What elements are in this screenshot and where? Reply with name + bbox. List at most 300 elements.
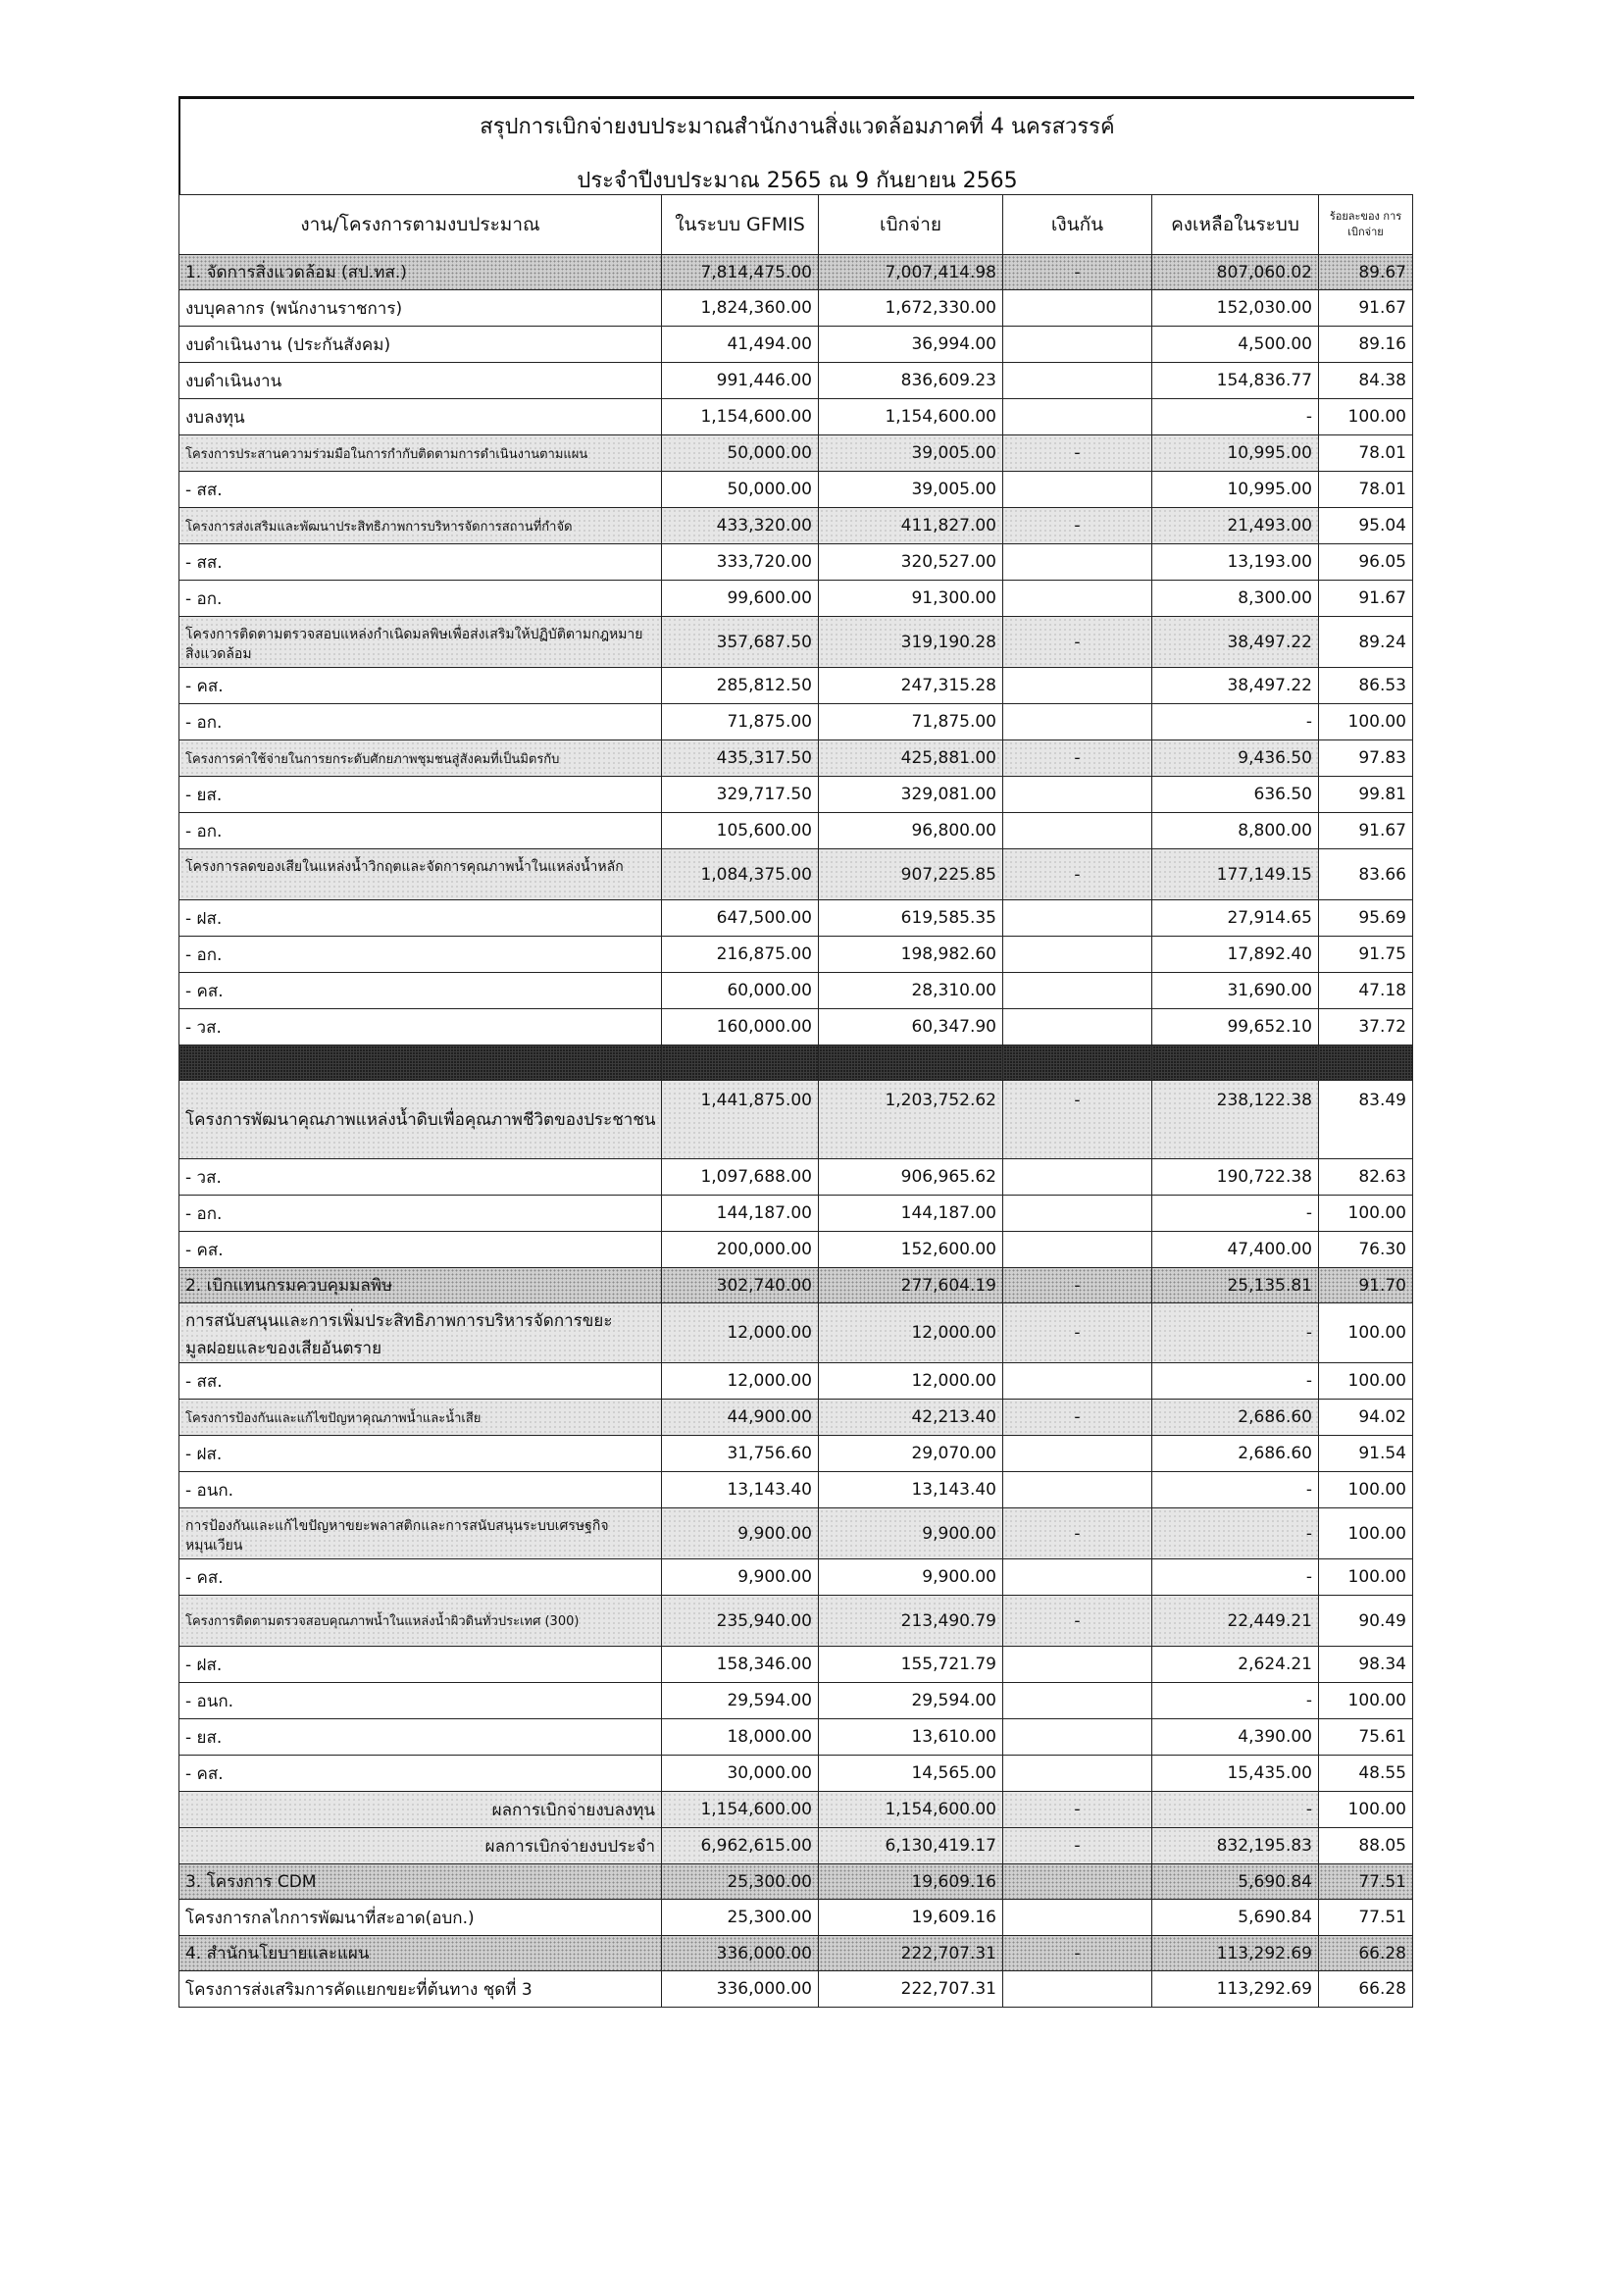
cell-name: - ฝส. xyxy=(179,1647,662,1683)
table-row xyxy=(179,290,1413,327)
cell-reserved xyxy=(1003,937,1152,973)
cell-gfmis: 1,084,375.00 xyxy=(662,849,819,900)
cell-disbursed: 836,609.23 xyxy=(819,363,1003,399)
table-row xyxy=(179,937,1413,973)
cell-name: - ยส. xyxy=(179,1719,662,1756)
cell-reserved: - xyxy=(1003,1936,1152,1971)
table-row xyxy=(179,1683,1413,1719)
cell-disbursed: 42,213.40 xyxy=(819,1400,1003,1436)
cell-percent: 95.04 xyxy=(1319,508,1413,544)
cell-percent: 83.66 xyxy=(1319,849,1413,900)
cell-gfmis: 13,143.40 xyxy=(662,1472,819,1508)
table-row xyxy=(179,740,1413,777)
cell-disbursed: 1,672,330.00 xyxy=(819,290,1003,327)
cell-remaining: 27,914.65 xyxy=(1152,900,1319,937)
cell-reserved xyxy=(1003,1756,1152,1792)
header-reserved: เงินกัน xyxy=(1003,195,1152,255)
cell-gfmis xyxy=(662,1045,819,1081)
cell-remaining: 8,300.00 xyxy=(1152,581,1319,617)
cell-percent: 48.55 xyxy=(1319,1756,1413,1792)
cell-name: งบลงทุน xyxy=(179,399,662,435)
cell-disbursed: 907,225.85 xyxy=(819,849,1003,900)
cell-name: โครงการส่งเสริมการคัดแยกขยะที่ต้นทาง ชุดที่ 3 xyxy=(179,1971,662,2008)
cell-remaining: 152,030.00 xyxy=(1152,290,1319,327)
table-row xyxy=(179,1756,1413,1792)
table-row xyxy=(179,1081,1413,1159)
cell-disbursed: 9,900.00 xyxy=(819,1559,1003,1596)
cell-percent: 78.01 xyxy=(1319,435,1413,472)
cell-disbursed xyxy=(819,1045,1003,1081)
cell-disbursed: 13,610.00 xyxy=(819,1719,1003,1756)
cell-percent: 100.00 xyxy=(1319,1196,1413,1232)
cell-name: - อก. xyxy=(179,1196,662,1232)
table-row xyxy=(179,1719,1413,1756)
cell-remaining: - xyxy=(1152,399,1319,435)
cell-gfmis: 357,687.50 xyxy=(662,617,819,668)
table-row xyxy=(179,1159,1413,1196)
cell-reserved xyxy=(1003,668,1152,704)
table-row xyxy=(179,1864,1413,1900)
table-row xyxy=(179,1828,1413,1864)
cell-disbursed: 152,600.00 xyxy=(819,1232,1003,1268)
cell-gfmis: 99,600.00 xyxy=(662,581,819,617)
cell-percent: 77.51 xyxy=(1319,1900,1413,1936)
cell-percent: 100.00 xyxy=(1319,1508,1413,1559)
cell-disbursed: 1,154,600.00 xyxy=(819,399,1003,435)
cell-name: โครงการค่าใช้จ่ายในการยกระดับศักยภาพชุมชนสู่สังคมที่เป็นมิตรกับ xyxy=(179,740,662,777)
cell-reserved xyxy=(1003,1045,1152,1081)
cell-percent: 88.05 xyxy=(1319,1828,1413,1864)
cell-gfmis: 25,300.00 xyxy=(662,1864,819,1900)
cell-percent xyxy=(1319,1045,1413,1081)
cell-percent: 89.67 xyxy=(1319,255,1413,290)
cell-name: - ฝส. xyxy=(179,1436,662,1472)
cell-gfmis: 1,154,600.00 xyxy=(662,1792,819,1828)
cell-remaining: - xyxy=(1152,1792,1319,1828)
cell-disbursed: 247,315.28 xyxy=(819,668,1003,704)
cell-reserved xyxy=(1003,900,1152,937)
table-row xyxy=(179,1009,1413,1045)
cell-remaining: 25,135.81 xyxy=(1152,1268,1319,1303)
cell-remaining: 38,497.22 xyxy=(1152,668,1319,704)
cell-reserved: - xyxy=(1003,508,1152,544)
cell-name: - วส. xyxy=(179,1159,662,1196)
table-row xyxy=(179,544,1413,581)
cell-remaining: 2,686.60 xyxy=(1152,1436,1319,1472)
table-row xyxy=(179,435,1413,472)
cell-name: โครงการลดของเสียในแหล่งน้ำวิกฤตและจัดการคุณภาพน้ำในแหล่งน้ำหลัก xyxy=(179,849,662,900)
cell-percent: 89.16 xyxy=(1319,327,1413,363)
cell-remaining: 9,436.50 xyxy=(1152,740,1319,777)
cell-remaining: 22,449.21 xyxy=(1152,1596,1319,1647)
cell-name: โครงการติดตามตรวจสอบคุณภาพน้ำในแหล่งน้ำผิวดินทั่วประเทศ (300) xyxy=(179,1596,662,1647)
cell-disbursed: 6,130,419.17 xyxy=(819,1828,1003,1864)
cell-percent: 86.53 xyxy=(1319,668,1413,704)
cell-gfmis: 1,824,360.00 xyxy=(662,290,819,327)
cell-name: - สส. xyxy=(179,472,662,508)
cell-reserved: - xyxy=(1003,740,1152,777)
cell-remaining: 2,686.60 xyxy=(1152,1400,1319,1436)
header-remaining: คงเหลือในระบบ xyxy=(1152,195,1319,255)
cell-disbursed: 906,965.62 xyxy=(819,1159,1003,1196)
cell-gfmis: 336,000.00 xyxy=(662,1971,819,2008)
cell-gfmis: 44,900.00 xyxy=(662,1400,819,1436)
cell-name: - อนก. xyxy=(179,1683,662,1719)
cell-disbursed: 12,000.00 xyxy=(819,1303,1003,1363)
cell-reserved xyxy=(1003,472,1152,508)
cell-gfmis: 285,812.50 xyxy=(662,668,819,704)
cell-name: - อก. xyxy=(179,704,662,740)
table-row xyxy=(179,1045,1413,1081)
cell-disbursed: 425,881.00 xyxy=(819,740,1003,777)
cell-name: โครงการประสานความร่วมมือในการกำกับติดตามการดำเนินงานตามแผน xyxy=(179,435,662,472)
cell-disbursed: 144,187.00 xyxy=(819,1196,1003,1232)
cell-reserved xyxy=(1003,1683,1152,1719)
cell-percent: 37.72 xyxy=(1319,1009,1413,1045)
cell-name: งบดำเนินงาน xyxy=(179,363,662,399)
cell-gfmis: 71,875.00 xyxy=(662,704,819,740)
cell-remaining: 8,800.00 xyxy=(1152,813,1319,849)
cell-gfmis: 433,320.00 xyxy=(662,508,819,544)
table-row xyxy=(179,508,1413,544)
table-row xyxy=(179,1303,1413,1363)
cell-reserved xyxy=(1003,1436,1152,1472)
cell-reserved xyxy=(1003,1232,1152,1268)
cell-gfmis: 1,441,875.00 xyxy=(662,1081,819,1159)
cell-gfmis: 25,300.00 xyxy=(662,1900,819,1936)
cell-reserved xyxy=(1003,1159,1152,1196)
cell-percent: 100.00 xyxy=(1319,1363,1413,1400)
table-row xyxy=(179,1232,1413,1268)
cell-name: - วส. xyxy=(179,1009,662,1045)
cell-name xyxy=(179,1045,662,1081)
cell-name: โครงการติดตามตรวจสอบแหล่งกำเนิดมลพิษเพื่อส่งเสริมให้ปฏิบัติตามกฎหมายสิ่งแวดล้อม xyxy=(179,617,662,668)
cell-remaining: 47,400.00 xyxy=(1152,1232,1319,1268)
cell-gfmis: 158,346.00 xyxy=(662,1647,819,1683)
cell-remaining: 21,493.00 xyxy=(1152,508,1319,544)
cell-percent: 100.00 xyxy=(1319,704,1413,740)
cell-remaining: 38,497.22 xyxy=(1152,617,1319,668)
cell-remaining: 238,122.38 xyxy=(1152,1081,1319,1159)
table-row xyxy=(179,973,1413,1009)
cell-gfmis: 50,000.00 xyxy=(662,435,819,472)
table-row xyxy=(179,668,1413,704)
cell-reserved: - xyxy=(1003,1792,1152,1828)
header-disbursed: เบิกจ่าย xyxy=(819,195,1003,255)
cell-name: 3. โครงการ CDM xyxy=(179,1864,662,1900)
cell-reserved: - xyxy=(1003,1081,1152,1159)
table-row xyxy=(179,399,1413,435)
cell-gfmis: 647,500.00 xyxy=(662,900,819,937)
cell-name: - คส. xyxy=(179,973,662,1009)
cell-name: - คส. xyxy=(179,1232,662,1268)
cell-disbursed: 36,994.00 xyxy=(819,327,1003,363)
table-row xyxy=(179,813,1413,849)
cell-percent: 100.00 xyxy=(1319,1683,1413,1719)
cell-gfmis: 991,446.00 xyxy=(662,363,819,399)
cell-remaining: - xyxy=(1152,1683,1319,1719)
cell-percent: 100.00 xyxy=(1319,1472,1413,1508)
cell-percent: 91.54 xyxy=(1319,1436,1413,1472)
cell-gfmis: 144,187.00 xyxy=(662,1196,819,1232)
cell-reserved xyxy=(1003,581,1152,617)
cell-name: - คส. xyxy=(179,1559,662,1596)
cell-percent: 89.24 xyxy=(1319,617,1413,668)
cell-disbursed: 222,707.31 xyxy=(819,1936,1003,1971)
cell-gfmis: 30,000.00 xyxy=(662,1756,819,1792)
cell-percent: 83.49 xyxy=(1319,1081,1413,1159)
cell-remaining xyxy=(1152,1045,1319,1081)
table-header-row xyxy=(179,195,1413,255)
cell-percent: 91.67 xyxy=(1319,581,1413,617)
cell-gfmis: 329,717.50 xyxy=(662,777,819,813)
cell-name: 4. สำนักนโยบายและแผน xyxy=(179,1936,662,1971)
cell-disbursed: 7,007,414.98 xyxy=(819,255,1003,290)
cell-reserved xyxy=(1003,1971,1152,2008)
cell-name: ผลการเบิกจ่ายงบลงทุน xyxy=(179,1792,662,1828)
cell-disbursed: 320,527.00 xyxy=(819,544,1003,581)
cell-gfmis: 7,814,475.00 xyxy=(662,255,819,290)
cell-name: ผลการเบิกจ่ายงบประจำ xyxy=(179,1828,662,1864)
table-row xyxy=(179,617,1413,668)
cell-percent: 91.75 xyxy=(1319,937,1413,973)
cell-remaining: - xyxy=(1152,1196,1319,1232)
cell-disbursed: 1,154,600.00 xyxy=(819,1792,1003,1828)
cell-remaining: - xyxy=(1152,704,1319,740)
cell-reserved xyxy=(1003,1472,1152,1508)
cell-remaining: 113,292.69 xyxy=(1152,1936,1319,1971)
cell-name: การป้องกันและแก้ไขปัญหาขยะพลาสติกและการสนับสนุนระบบเศรษฐกิจหมุนเวียน xyxy=(179,1508,662,1559)
table-row xyxy=(179,472,1413,508)
cell-reserved: - xyxy=(1003,1400,1152,1436)
cell-reserved xyxy=(1003,704,1152,740)
cell-name: - สส. xyxy=(179,1363,662,1400)
cell-gfmis: 302,740.00 xyxy=(662,1268,819,1303)
cell-percent: 91.67 xyxy=(1319,290,1413,327)
cell-reserved: - xyxy=(1003,849,1152,900)
cell-remaining: 13,193.00 xyxy=(1152,544,1319,581)
cell-reserved: - xyxy=(1003,617,1152,668)
cell-gfmis: 1,154,600.00 xyxy=(662,399,819,435)
cell-reserved xyxy=(1003,973,1152,1009)
cell-reserved xyxy=(1003,290,1152,327)
cell-percent: 47.18 xyxy=(1319,973,1413,1009)
cell-reserved xyxy=(1003,1647,1152,1683)
cell-disbursed: 19,609.16 xyxy=(819,1900,1003,1936)
cell-remaining: 31,690.00 xyxy=(1152,973,1319,1009)
cell-name: - คส. xyxy=(179,1756,662,1792)
cell-name: โครงการป้องกันและแก้ไขปัญหาคุณภาพน้ำและน้ำเสีย xyxy=(179,1400,662,1436)
cell-gfmis: 333,720.00 xyxy=(662,544,819,581)
cell-reserved xyxy=(1003,1719,1152,1756)
table-row xyxy=(179,1971,1413,2008)
cell-remaining: 5,690.84 xyxy=(1152,1900,1319,1936)
cell-gfmis: 216,875.00 xyxy=(662,937,819,973)
cell-name: - ยส. xyxy=(179,777,662,813)
cell-disbursed: 155,721.79 xyxy=(819,1647,1003,1683)
table-row xyxy=(179,1436,1413,1472)
header-percent: ร้อยละของ การเบิกจ่าย xyxy=(1319,195,1413,255)
cell-disbursed: 28,310.00 xyxy=(819,973,1003,1009)
cell-gfmis: 435,317.50 xyxy=(662,740,819,777)
cell-remaining: 10,995.00 xyxy=(1152,435,1319,472)
cell-name: งบบุคลากร (พนักงานราชการ) xyxy=(179,290,662,327)
cell-name: การสนับสนุนและการเพิ่มประสิทธิภาพการบริหารจัดการขยะมูลฝอยและของเสียอันตราย xyxy=(179,1303,662,1363)
cell-reserved xyxy=(1003,1363,1152,1400)
cell-disbursed: 277,604.19 xyxy=(819,1268,1003,1303)
cell-remaining: 99,652.10 xyxy=(1152,1009,1319,1045)
cell-disbursed: 13,143.40 xyxy=(819,1472,1003,1508)
cell-remaining: - xyxy=(1152,1508,1319,1559)
table-body xyxy=(179,255,1413,2008)
cell-percent: 91.70 xyxy=(1319,1268,1413,1303)
cell-name: - ฝส. xyxy=(179,900,662,937)
cell-reserved: - xyxy=(1003,255,1152,290)
cell-disbursed: 222,707.31 xyxy=(819,1971,1003,2008)
cell-percent: 97.83 xyxy=(1319,740,1413,777)
cell-remaining: 113,292.69 xyxy=(1152,1971,1319,2008)
table-row xyxy=(179,849,1413,900)
cell-disbursed: 9,900.00 xyxy=(819,1508,1003,1559)
table-row xyxy=(179,1647,1413,1683)
cell-gfmis: 29,594.00 xyxy=(662,1683,819,1719)
cell-percent: 75.61 xyxy=(1319,1719,1413,1756)
table-row xyxy=(179,255,1413,290)
cell-disbursed: 71,875.00 xyxy=(819,704,1003,740)
table-row xyxy=(179,1196,1413,1232)
table-row xyxy=(179,1268,1413,1303)
cell-percent: 77.51 xyxy=(1319,1864,1413,1900)
cell-name: - สส. xyxy=(179,544,662,581)
cell-reserved xyxy=(1003,1864,1152,1900)
cell-gfmis: 60,000.00 xyxy=(662,973,819,1009)
cell-gfmis: 200,000.00 xyxy=(662,1232,819,1268)
cell-name: โครงการพัฒนาคุณภาพแหล่งน้ำดิบเพื่อคุณภาพชีวิตของประชาชน xyxy=(179,1081,662,1159)
cell-percent: 91.67 xyxy=(1319,813,1413,849)
cell-remaining: 154,836.77 xyxy=(1152,363,1319,399)
cell-gfmis: 50,000.00 xyxy=(662,472,819,508)
cell-reserved xyxy=(1003,1559,1152,1596)
cell-name: - คส. xyxy=(179,668,662,704)
cell-disbursed: 329,081.00 xyxy=(819,777,1003,813)
cell-reserved xyxy=(1003,363,1152,399)
cell-disbursed: 29,070.00 xyxy=(819,1436,1003,1472)
cell-gfmis: 6,962,615.00 xyxy=(662,1828,819,1864)
cell-name: โครงการกลไกการพัฒนาที่สะอาด(อบก.) xyxy=(179,1900,662,1936)
cell-percent: 95.69 xyxy=(1319,900,1413,937)
cell-gfmis: 12,000.00 xyxy=(662,1303,819,1363)
cell-reserved xyxy=(1003,813,1152,849)
cell-remaining: 636.50 xyxy=(1152,777,1319,813)
cell-percent: 76.30 xyxy=(1319,1232,1413,1268)
cell-reserved: - xyxy=(1003,1303,1152,1363)
table-row xyxy=(179,1559,1413,1596)
cell-name: - อนก. xyxy=(179,1472,662,1508)
cell-percent: 100.00 xyxy=(1319,1792,1413,1828)
cell-percent: 84.38 xyxy=(1319,363,1413,399)
cell-disbursed: 60,347.90 xyxy=(819,1009,1003,1045)
cell-reserved xyxy=(1003,1009,1152,1045)
cell-disbursed: 213,490.79 xyxy=(819,1596,1003,1647)
cell-remaining: 177,149.15 xyxy=(1152,849,1319,900)
cell-disbursed: 198,982.60 xyxy=(819,937,1003,973)
cell-disbursed: 14,565.00 xyxy=(819,1756,1003,1792)
cell-remaining: - xyxy=(1152,1559,1319,1596)
cell-reserved xyxy=(1003,777,1152,813)
cell-disbursed: 12,000.00 xyxy=(819,1363,1003,1400)
cell-percent: 99.81 xyxy=(1319,777,1413,813)
cell-name: โครงการส่งเสริมและพัฒนาประสิทธิภาพการบริหารจัดการสถานที่กำจัด xyxy=(179,508,662,544)
cell-remaining: 5,690.84 xyxy=(1152,1864,1319,1900)
cell-disbursed: 29,594.00 xyxy=(819,1683,1003,1719)
cell-name: - อก. xyxy=(179,937,662,973)
cell-name: - อก. xyxy=(179,581,662,617)
cell-remaining: 832,195.83 xyxy=(1152,1828,1319,1864)
cell-percent: 90.49 xyxy=(1319,1596,1413,1647)
cell-gfmis: 18,000.00 xyxy=(662,1719,819,1756)
cell-percent: 98.34 xyxy=(1319,1647,1413,1683)
cell-percent: 100.00 xyxy=(1319,1303,1413,1363)
cell-disbursed: 91,300.00 xyxy=(819,581,1003,617)
cell-percent: 96.05 xyxy=(1319,544,1413,581)
cell-percent: 94.02 xyxy=(1319,1400,1413,1436)
cell-reserved xyxy=(1003,1196,1152,1232)
cell-name: 2. เบิกแทนกรมควบคุมมลพิษ xyxy=(179,1268,662,1303)
table-row xyxy=(179,363,1413,399)
budget-table xyxy=(178,194,1413,2008)
cell-gfmis: 160,000.00 xyxy=(662,1009,819,1045)
cell-percent: 100.00 xyxy=(1319,399,1413,435)
table-row xyxy=(179,327,1413,363)
cell-reserved: - xyxy=(1003,1268,1152,1303)
cell-reserved: - xyxy=(1003,1828,1152,1864)
cell-remaining: 190,722.38 xyxy=(1152,1159,1319,1196)
cell-percent: 100.00 xyxy=(1319,1559,1413,1596)
table-row xyxy=(179,1472,1413,1508)
cell-gfmis: 41,494.00 xyxy=(662,327,819,363)
table-row xyxy=(179,1400,1413,1436)
report-subtitle: ประจำปีงบประมาณ 2565 ณ 9 กันยายน 2565 xyxy=(178,155,1414,194)
cell-disbursed: 39,005.00 xyxy=(819,435,1003,472)
cell-disbursed: 96,800.00 xyxy=(819,813,1003,849)
cell-reserved xyxy=(1003,327,1152,363)
cell-disbursed: 319,190.28 xyxy=(819,617,1003,668)
cell-reserved xyxy=(1003,399,1152,435)
table-row xyxy=(179,1900,1413,1936)
table-row xyxy=(179,1792,1413,1828)
cell-name: งบดำเนินงาน (ประกันสังคม) xyxy=(179,327,662,363)
table-row xyxy=(179,581,1413,617)
cell-reserved xyxy=(1003,1900,1152,1936)
table-row xyxy=(179,1363,1413,1400)
report-title: สรุปการเบิกจ่ายงบประมาณสำนักงานสิ่งแวดล้อมภาคที่ 4 นครสวรรค์ xyxy=(178,96,1414,158)
cell-reserved: - xyxy=(1003,1596,1152,1647)
cell-gfmis: 1,097,688.00 xyxy=(662,1159,819,1196)
cell-disbursed: 411,827.00 xyxy=(819,508,1003,544)
cell-remaining: - xyxy=(1152,1363,1319,1400)
cell-gfmis: 105,600.00 xyxy=(662,813,819,849)
table-row xyxy=(179,900,1413,937)
cell-remaining: 2,624.21 xyxy=(1152,1647,1319,1683)
cell-disbursed: 39,005.00 xyxy=(819,472,1003,508)
cell-remaining: 4,500.00 xyxy=(1152,327,1319,363)
table-row xyxy=(179,1936,1413,1971)
cell-gfmis: 336,000.00 xyxy=(662,1936,819,1971)
cell-gfmis: 9,900.00 xyxy=(662,1508,819,1559)
cell-remaining: 4,390.00 xyxy=(1152,1719,1319,1756)
cell-percent: 82.63 xyxy=(1319,1159,1413,1196)
cell-reserved: - xyxy=(1003,435,1152,472)
